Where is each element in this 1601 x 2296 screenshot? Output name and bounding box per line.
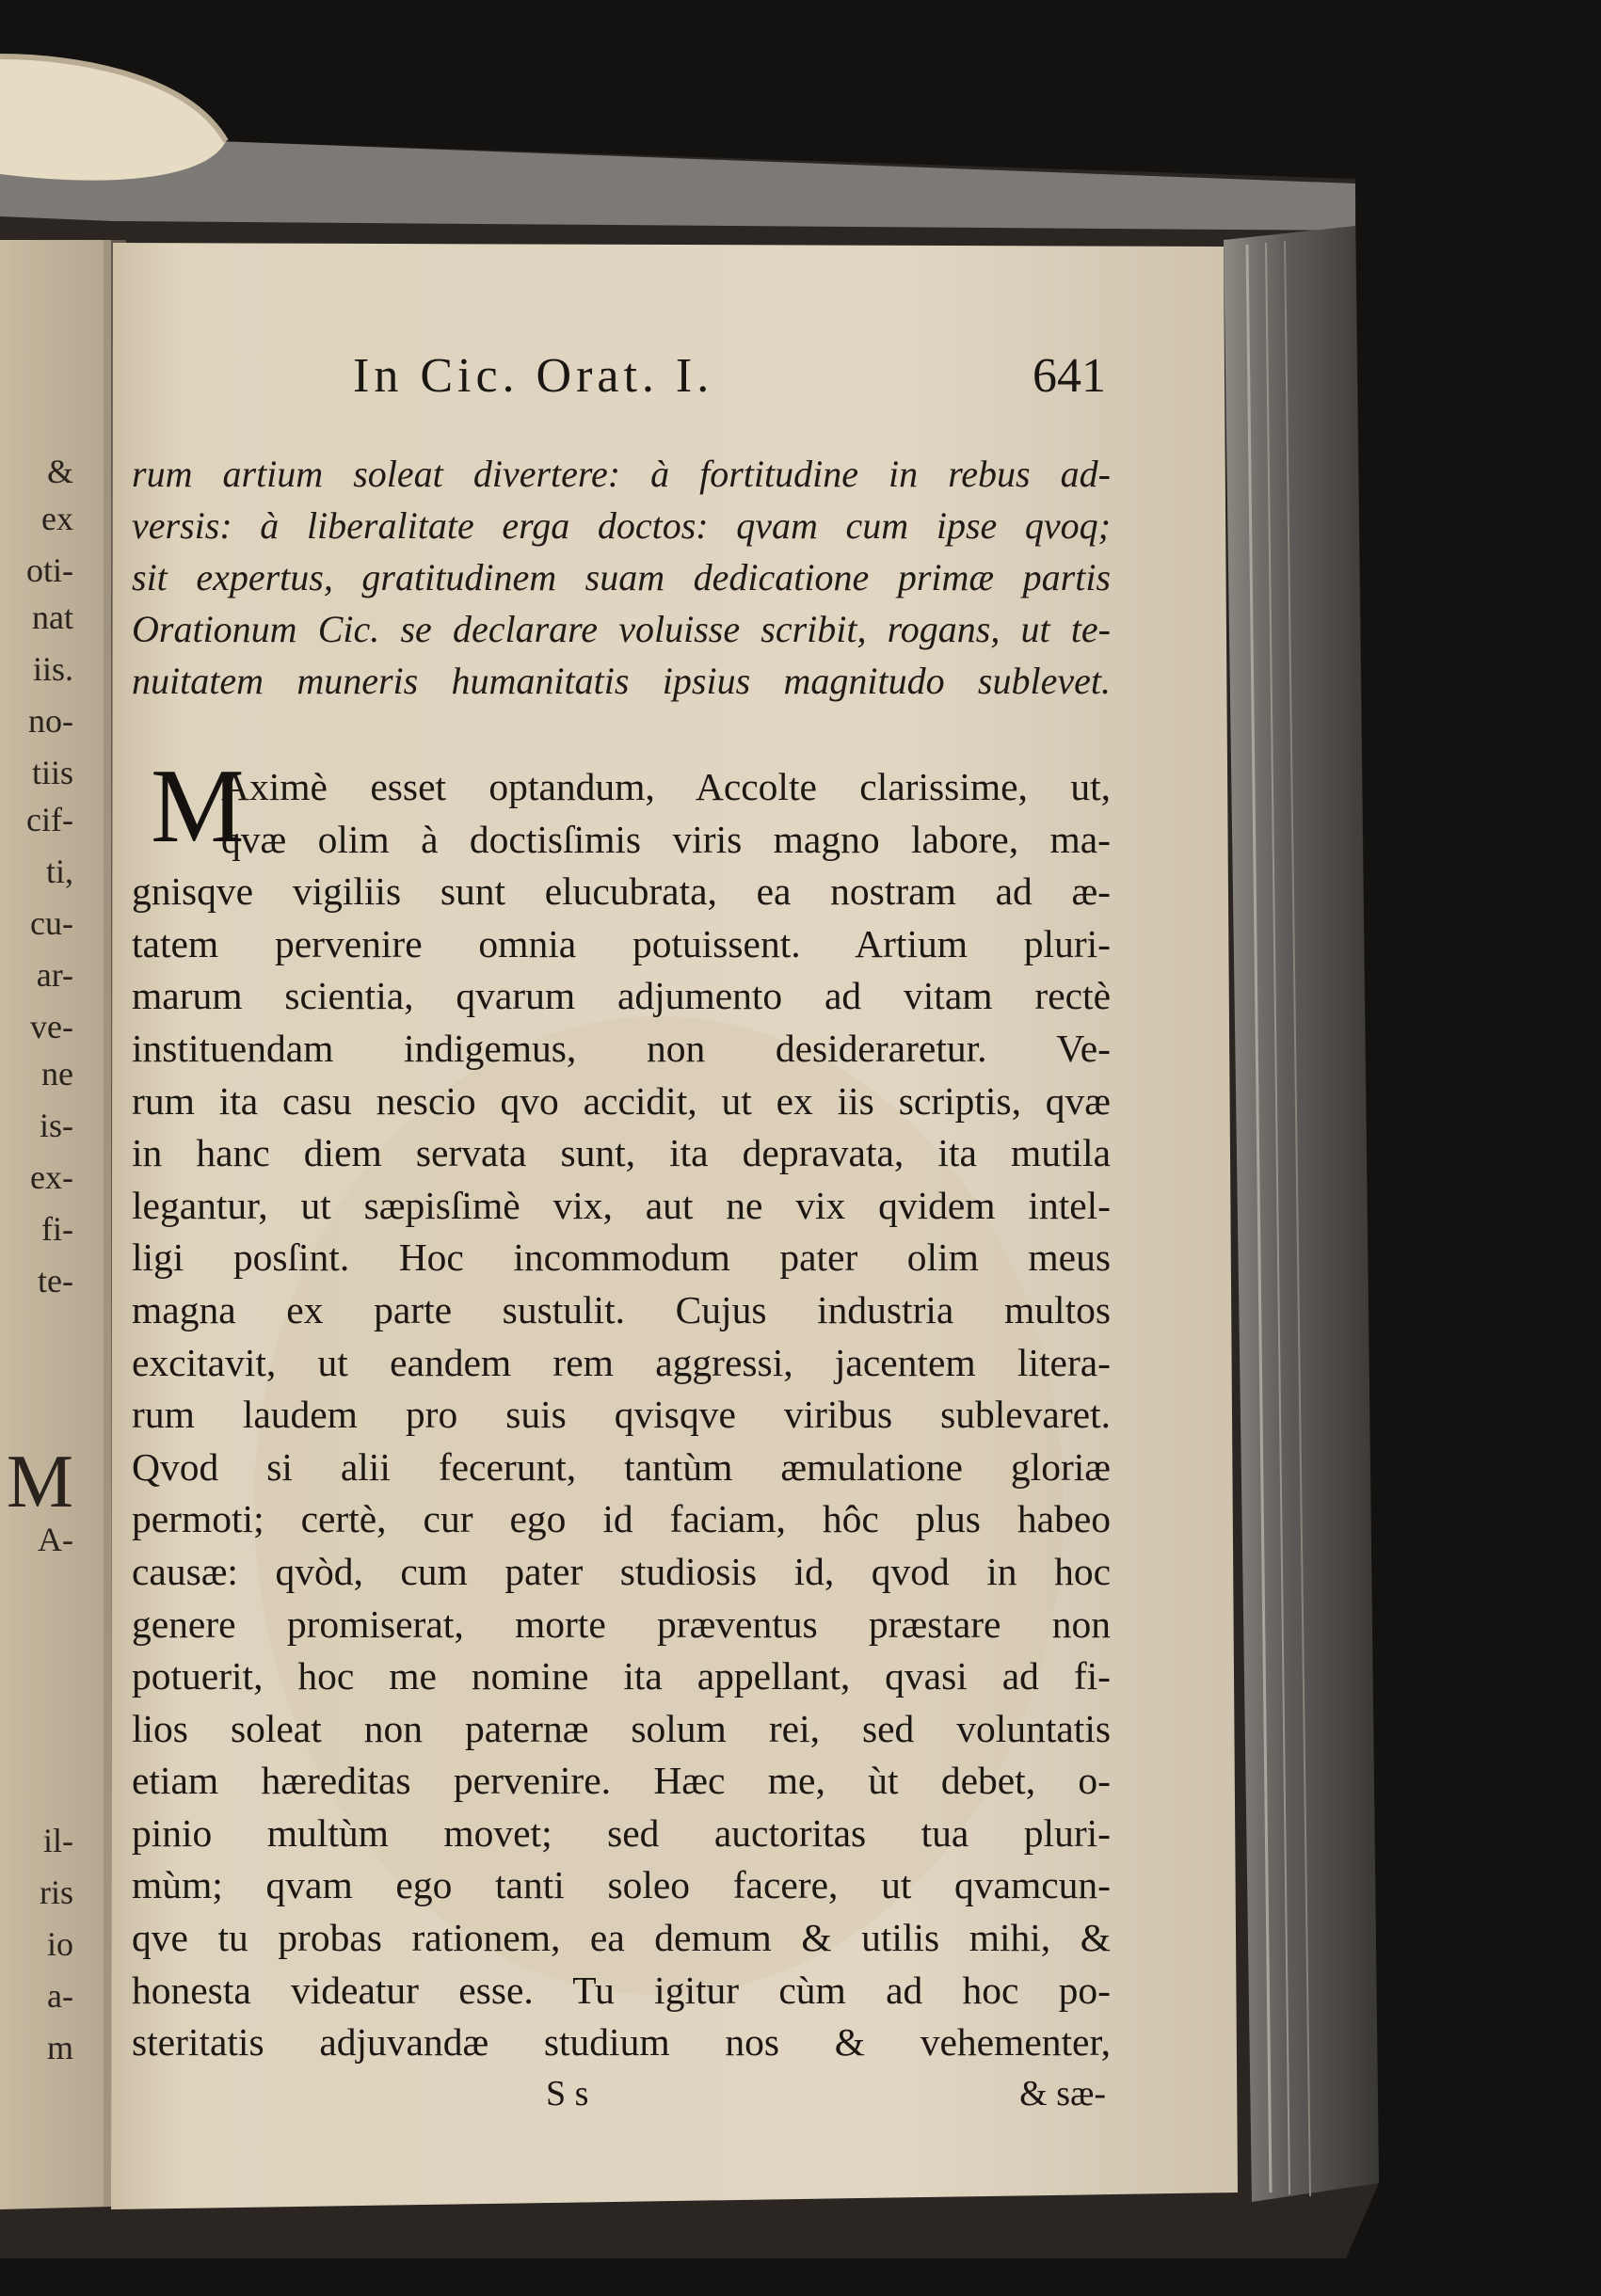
running-head: In Cic. Orat. I. [353,349,714,403]
left-fragment: cif- [26,801,73,838]
body-line: Qvod si alii fecerunt, tantùm æmulatione gloriæ [132,1444,1111,1489]
body-line: permoti; certè, cur ego id faciam, hôc plus habeo [132,1497,1111,1541]
page-text-block [132,348,1111,2129]
argument-line: rum artium soleat divertere: à fortitudine in rebus ad- [132,453,1111,495]
body-line: qvæ olim à doctisſimis viris magno labore, ma- [221,817,1111,861]
left-fragment: ex- [30,1158,73,1196]
body-line: ligi posſint. Hoc incommodum pater olim meus [132,1236,1111,1280]
drop-cap: M [151,748,245,865]
body-line: causæ: qvòd, cum pater studiosis id, qvod in hoc [132,1549,1111,1593]
page-footer [132,2073,1111,2129]
body-line: instituendam indigemus, non desideraretur. Ve- [132,1026,1111,1070]
left-fragment: oti- [26,551,73,589]
chapter-argument [132,448,1111,707]
left-fragment: no- [28,702,73,740]
left-fragment: fi- [41,1210,73,1248]
body-line: steritatis adjuvandæ studium nos & vehementer, [132,2020,1111,2065]
body-line: magna ex parte sustulit. Cujus industria multos [132,1287,1111,1331]
left-fragment: & [46,453,73,490]
left-fragment: il- [43,1822,73,1859]
body-line: in hanc diem servata sunt, ita depravata, ita mutila [132,1131,1111,1175]
left-fragment: A- [38,1521,73,1558]
bookmark-cloth [0,56,226,181]
body-line: excitavit, ut eandem rem aggressi, jacentem litera- [132,1340,1111,1384]
catchword: & sæ- [1019,2073,1106,2113]
body-text [132,748,1111,2069]
body-line: genere promiserat, morte præventus præstare non [132,1602,1111,1646]
left-fragment: te- [38,1262,73,1299]
body-line: gnisqve vigiliis sunt elucubrata, ea nostram ad æ- [132,869,1111,914]
left-fragment: m [46,2029,73,2066]
left-fragment: a- [47,1977,73,2015]
left-fragment: io [46,1925,73,1963]
argument-line: nuitatem muneris humanitatis ipsius magnitudo sublevet. [132,660,1111,702]
left-fragment: iis. [32,650,73,688]
left-fragment: ris [40,1873,73,1911]
argument-line: versis: à liberalitate erga doctos: qvam cum ipse qvoq; [132,504,1111,547]
left-fragment: cu- [30,904,73,942]
body-line: mùm; qvam ego tanti soleo facere, ut qvamcun- [132,1863,1111,1907]
argument-line: sit expertus, gratitudinem suam dedicatione primæ partis [132,556,1111,598]
left-fragment: ti, [45,853,73,890]
left-fragment: nat [32,598,73,636]
body-line: Aximè esset optandum, Accolte clarissime, ut, [221,765,1111,808]
body-line: etiam hæreditas pervenire. Hæc me, ùt debet, o- [132,1759,1111,1803]
body-line: rum ita casu nescio qvo accidit, ut ex iis scriptis, qvæ [132,1078,1111,1123]
body-line: honesta videatur esse. Tu igitur cùm ad hoc po- [132,1968,1111,2012]
body-line: tatem pervenire omnia potuissent. Artium pluri- [132,921,1111,965]
left-fragment: ne [41,1055,73,1092]
left-fragment: M [6,1441,73,1523]
argument-line: Orationum Cic. se declarare voluisse scribit, rogans, ut te- [132,608,1111,650]
body-line: marum scientia, qvarum adjumento ad vitam rectè [132,974,1111,1018]
left-fragment: ar- [36,956,73,994]
body-line: rum laudem pro suis qvisqve viribus sublevaret. [132,1393,1111,1437]
body-line: lios soleat non paternæ solum rei, sed voluntatis [132,1706,1111,1750]
page-number: 641 [1033,349,1106,403]
signature-mark: S s [546,2073,589,2113]
left-fragment: ex [41,500,73,537]
body-line: pinio multùm movet; sed auctoritas tua pluri- [132,1810,1111,1855]
left-fragment: ve- [30,1008,73,1045]
left-fragment: tiis [31,754,73,791]
left-fragment: is- [40,1107,73,1144]
body-line: legantur, ut sæpisſimè vix, aut ne vix qvidem intel- [132,1183,1111,1227]
body-line: potuerit, hoc me nomine ita appellant, qvasi ad fi- [132,1654,1111,1698]
page-header [132,348,1111,442]
body-line: qve tu probas rationem, ea demum & utilis mihi, & [132,1916,1111,1960]
